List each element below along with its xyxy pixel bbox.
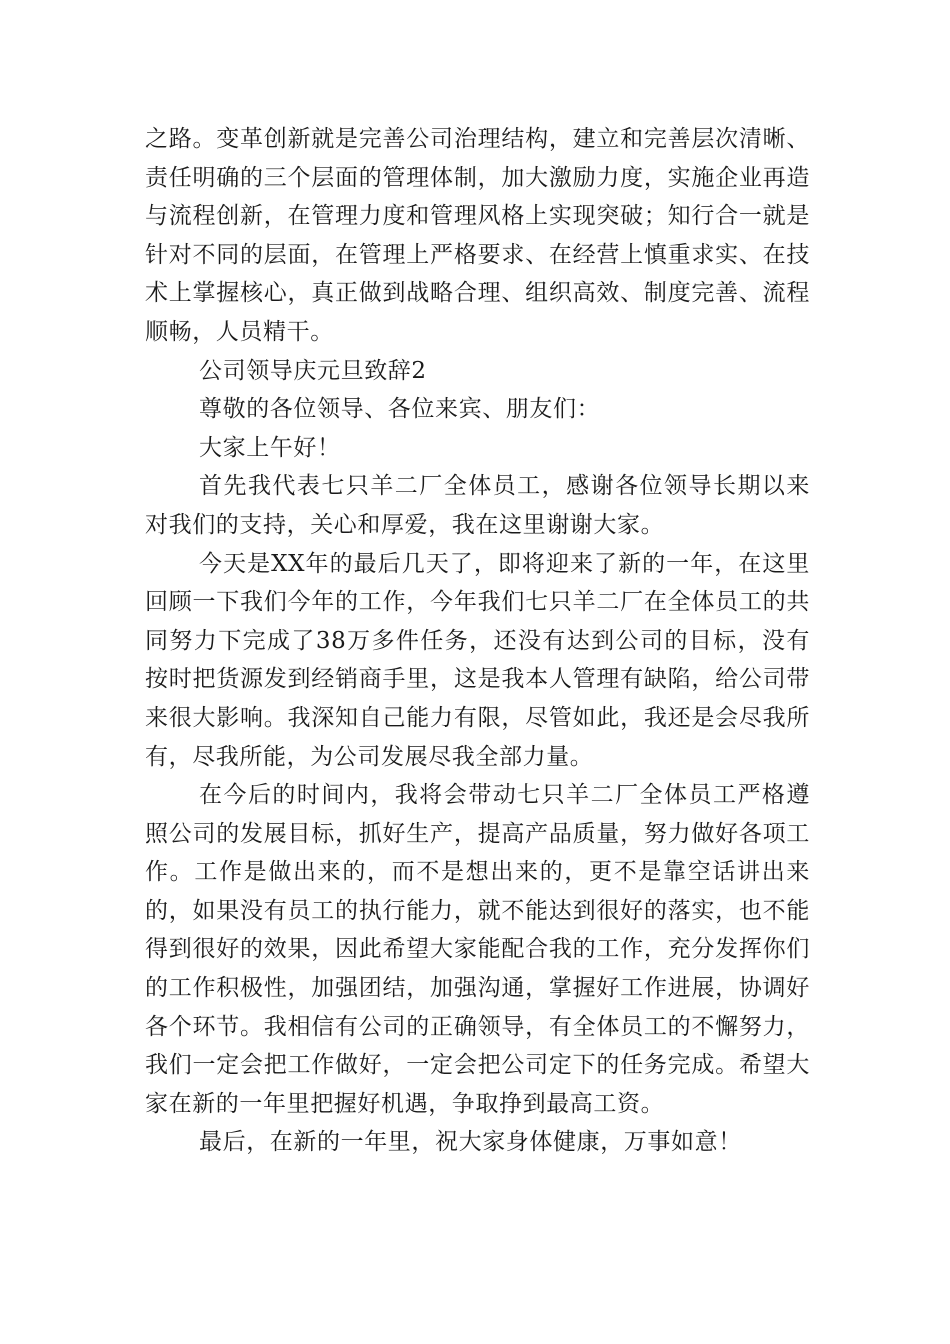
salutation: 尊敬的各位领导、各位来宾、朋友们： [199, 396, 601, 423]
speech-title: 公司领导庆元旦致辞2 [199, 357, 427, 384]
paragraph-plans: 在今后的时间内，我将会带动七只羊二厂全体员工严格遵照公司的发展目标，抓好生产，提高产品质量，努力做好各项工作。工作是做出来的，而不是想出来的，更不是靠空话讲出来的，如果没有员工的执行能力，就不能达到很好的落实，也不能得到很好的效果，因此希望大家能配合我的工作，充分发挥你们的工作积极性，加强团结，加强沟通，掌握好工作进展，协调好各个环节。我相信有公司的正确领导，有全体员工的不懈努力，我们一定会把工作做好，一定会把公司定下的任务完成。希望大家在新的一年里把握好机遇，争取挣到最高工资。 [145, 782, 810, 1117]
greeting: 大家上午好！ [199, 434, 341, 461]
paragraph-continuation: 之路。变革创新就是完善公司治理结构，建立和完善层次清晰、责任明确的三个层面的管理体制，加大激励力度，实施企业再造与流程创新，在管理力度和管理风格上实现突破；知行合一就是针对不同的层面，在管理上严格要求、在经营上慎重求实、在技术上掌握核心，真正做到战略合理、组织高效、制度完善、流程顺畅，人员精干。 [145, 126, 810, 345]
paragraph-thanks: 首先我代表七只羊二厂全体员工，感谢各位领导长期以来对我们的支持，关心和厚爱，我在这里谢谢大家。 [145, 473, 810, 538]
document-page [145, 120, 810, 1162]
paragraph-closing: 最后，在新的一年里，祝大家身体健康，万事如意！ [199, 1129, 742, 1156]
paragraph-review: 今天是XX年的最后几天了，即将迎来了新的一年，在这里回顾一下我们今年的工作，今年我们七只羊二厂在全体员工的共同努力下完成了38万多件任务，还没有达到公司的目标，没有按时把货源发到经销商手里，这是我本人管理有缺陷，给公司带来很大影响。我深知自己能力有限，尽管如此，我还是会尽我所有，尽我所能，为公司发展尽我全部力量。 [145, 550, 810, 770]
